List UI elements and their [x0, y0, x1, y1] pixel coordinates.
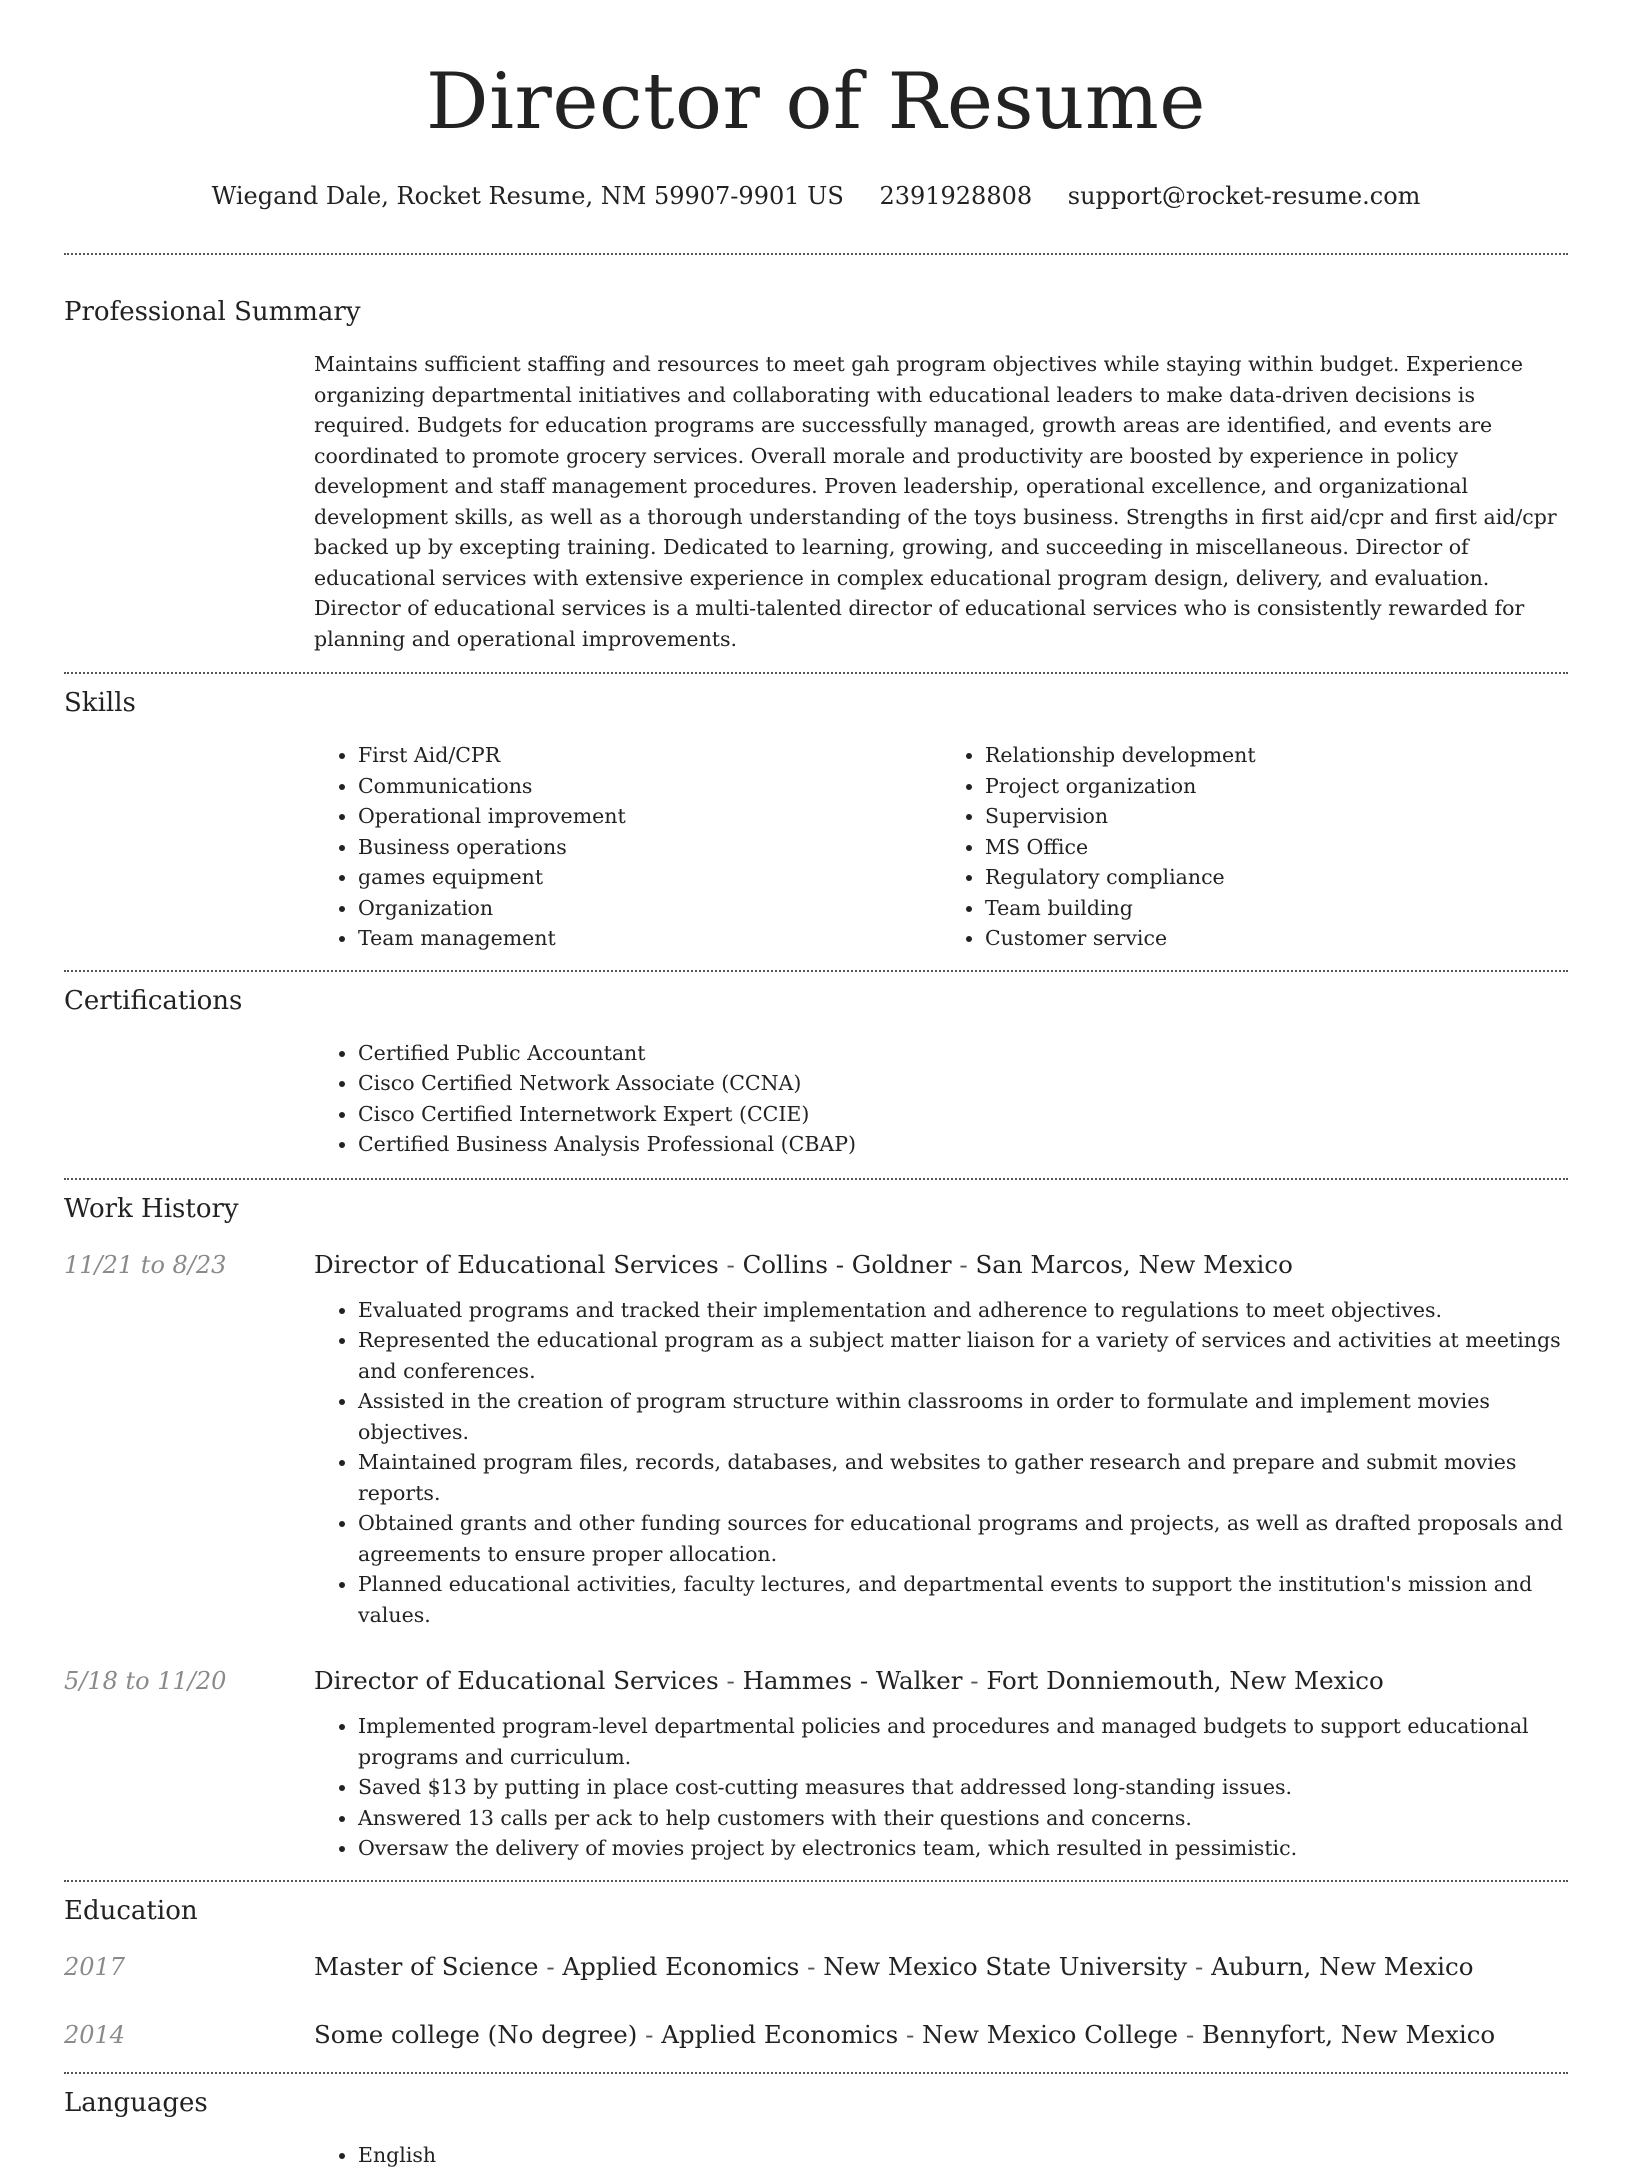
job-bullet: • Oversaw the delivery of movies project by electronics team, which resulted in pessimistic.	[358, 1833, 1568, 1864]
education-entry	[64, 2018, 1568, 2052]
work-history	[64, 1248, 1568, 1864]
divider	[64, 970, 1568, 972]
certification-item: • Certified Public Accountant	[358, 1038, 1568, 1069]
job-location: Fort Donniemouth, New Mexico	[986, 1666, 1383, 1695]
job-header	[64, 1664, 1568, 1698]
skills-column-right	[941, 740, 1568, 954]
separator: -	[719, 1666, 743, 1695]
skill-item: • Customer service	[985, 923, 1568, 954]
job-bullet: • Maintained program files, records, databases, and websites to gather research and prepare and submit movies reports.	[358, 1447, 1568, 1508]
education-location: Bennyfort, New Mexico	[1202, 2020, 1495, 2049]
certification-item: • Certified Business Analysis Professional (CBAP)	[358, 1129, 1568, 1160]
education-entry	[64, 1950, 1568, 1984]
job-header	[64, 1248, 1568, 1282]
job-bullet: • Assisted in the creation of program structure within classrooms in order to formulate and implement movies objectives.	[358, 1386, 1568, 1447]
education-location: Auburn, New Mexico	[1211, 1952, 1473, 1981]
education-degree: Master of Science	[314, 1952, 539, 1981]
resume-name: Director of Resume	[64, 0, 1568, 146]
certifications-content	[314, 1038, 1568, 1160]
job-bullet: • Obtained grants and other funding sources for educational programs and projects, as well as drafted proposals and agreements to ensure proper allocation.	[358, 1508, 1568, 1569]
education-year: 2014	[64, 2018, 314, 2052]
job-entry	[64, 1248, 1568, 1631]
education-line	[314, 2018, 1495, 2052]
separator: -	[539, 1952, 563, 1981]
summary-text: Maintains sufficient staffing and resources to meet gah program objectives while staying within budget. Experience organizing departmental initiatives and collaborating with educational leaders to make data-driven decisions is required. Budgets for education programs are successfully managed, growth areas are identified, and events are coordinated to promote grocery services. Overall morale and productivity are boosted by experience in policy development and staff management procedures. Proven leadership, operational excellence, and organizational development skills, as well as a thorough understanding of the toys business. Strengths in first aid/cpr and first aid/cpr backed up by excepting training. Dedicated to learning, growing, and succeeding in miscellaneous. Director of educational services with extensive experience in complex educational program design, delivery, and evaluation. Director of educational services is a multi-talented director of educational services who is consistently rewarded for planning and operational improvements.	[314, 349, 1568, 654]
skill-item: • games equipment	[358, 862, 941, 893]
education-list	[64, 1950, 1568, 2052]
job-bullet: • Implemented program-level departmental policies and procedures and managed budgets to support educational programs and curriculum.	[358, 1711, 1568, 1772]
divider	[64, 672, 1568, 674]
separator: -	[719, 1250, 743, 1279]
job-bullets	[314, 1295, 1568, 1631]
skill-item: • Relationship development	[985, 740, 1568, 771]
divider	[64, 1178, 1568, 1180]
job-dates: 11/21 to 8/23	[64, 1248, 314, 1282]
job-bullet-list	[314, 1295, 1568, 1631]
education-heading: Education	[64, 1894, 1568, 1928]
languages-heading: Languages	[64, 2086, 1568, 2120]
skills-list	[314, 740, 1568, 954]
skill-item: • Operational improvement	[358, 801, 941, 832]
separator: -	[898, 2020, 922, 2049]
job-bullet: • Saved $13 by putting in place cost-cutting measures that addressed long-standing issues.	[358, 1772, 1568, 1803]
job-bullet: • Evaluated programs and tracked their implementation and adherence to regulations to meet objectives.	[358, 1295, 1568, 1326]
skill-item: • Supervision	[985, 801, 1568, 832]
education-year: 2017	[64, 1950, 314, 1984]
separator: -	[962, 1666, 986, 1695]
job-bullet-list	[314, 1711, 1568, 1864]
skill-item: • Team building	[985, 893, 1568, 924]
language-item: • English	[358, 2140, 1568, 2170]
job-company: Hammes - Walker	[743, 1666, 963, 1695]
work-heading: Work History	[64, 1192, 1568, 1226]
education-school: New Mexico College	[922, 2020, 1178, 2049]
job-bullet: • Answered 13 calls per ack to help customers with their questions and concerns.	[358, 1803, 1568, 1834]
certifications-list	[314, 1038, 1568, 1160]
job-location: San Marcos, New Mexico	[975, 1250, 1292, 1279]
education-line	[314, 1950, 1473, 1984]
certification-item: • Cisco Certified Internetwork Expert (CCIE)	[358, 1099, 1568, 1130]
job-title-line	[314, 1664, 1384, 1698]
job-entry	[64, 1664, 1568, 1864]
skill-item: • Regulatory compliance	[985, 862, 1568, 893]
divider	[64, 2072, 1568, 2074]
job-bullets	[314, 1711, 1568, 1864]
contact-address: Wiegand Dale, Rocket Resume, NM 59907-9901 US	[212, 182, 844, 210]
skill-item: • Project organization	[985, 771, 1568, 802]
job-title: Director of Educational Services	[314, 1666, 719, 1695]
contact-phone: 2391928808	[879, 182, 1032, 210]
job-dates: 5/18 to 11/20	[64, 1664, 314, 1698]
divider	[64, 253, 1568, 255]
separator: -	[637, 2020, 661, 2049]
separator: -	[952, 1250, 976, 1279]
certifications-heading: Certifications	[64, 984, 1568, 1018]
separator: -	[1178, 2020, 1202, 2049]
contact-line	[64, 180, 1568, 212]
education-degree: Some college (No degree)	[314, 2020, 637, 2049]
job-bullet: • Represented the educational program as a subject matter liaison for a variety of services and activities at meetings and conferences.	[358, 1325, 1568, 1386]
contact-email: support@rocket-resume.com	[1068, 182, 1421, 210]
skill-item: • MS Office	[985, 832, 1568, 863]
skill-item: • Organization	[358, 893, 941, 924]
job-title-line	[314, 1248, 1293, 1282]
skills-column-left	[314, 740, 941, 954]
summary-content	[314, 349, 1568, 654]
skill-item: • First Aid/CPR	[358, 740, 941, 771]
skill-item: • Team management	[358, 923, 941, 954]
languages-list	[314, 2140, 1568, 2170]
job-company: Collins - Goldner	[743, 1250, 952, 1279]
certification-item: • Cisco Certified Network Associate (CCNA)	[358, 1068, 1568, 1099]
divider	[64, 1880, 1568, 1882]
skill-item: • Business operations	[358, 832, 941, 863]
separator: -	[1187, 1952, 1211, 1981]
education-field: Applied Economics	[661, 2020, 898, 2049]
skill-item: • Communications	[358, 771, 941, 802]
job-title: Director of Educational Services	[314, 1250, 719, 1279]
languages-content	[314, 2140, 1568, 2170]
job-bullet: • Planned educational activities, faculty lectures, and departmental events to support the institution's mission and values.	[358, 1569, 1568, 1630]
skills-heading: Skills	[64, 686, 1568, 720]
summary-heading: Professional Summary	[64, 295, 1568, 329]
education-school: New Mexico State University	[823, 1952, 1187, 1981]
separator: -	[799, 1952, 823, 1981]
education-field: Applied Economics	[562, 1952, 799, 1981]
